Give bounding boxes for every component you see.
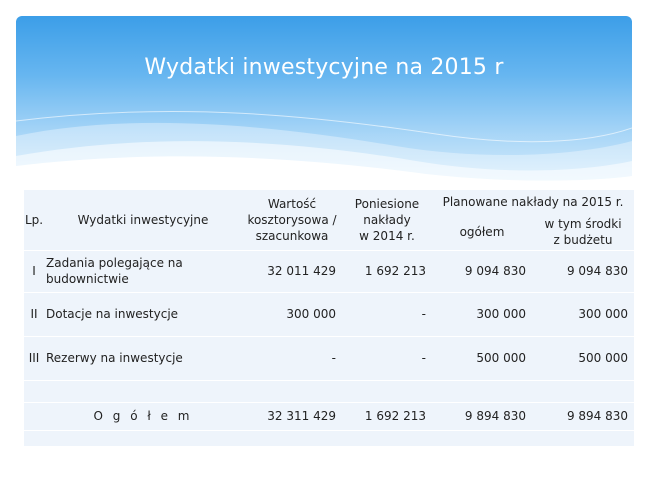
total-incurred: 1 692 213 bbox=[342, 402, 432, 430]
wave-decoration bbox=[16, 16, 632, 186]
slide-title: Wydatki inwestycyjne na 2015 r bbox=[144, 55, 504, 80]
total-budget: 9 894 830 bbox=[532, 402, 634, 430]
table-row: III Rezerwy na inwestycje - - 500 000 500 000 bbox=[24, 336, 634, 380]
header-planned: Planowane nakłady na 2015 r. bbox=[442, 195, 624, 209]
header-cost: Wartość kosztorysowa / szacunkowa bbox=[247, 196, 337, 243]
spacer-row bbox=[24, 430, 634, 444]
header-name: Wydatki inwestycyjne bbox=[77, 212, 209, 227]
spacer-row bbox=[24, 380, 634, 402]
total-label: O g ó ł e m bbox=[44, 402, 242, 430]
investment-table bbox=[24, 190, 634, 446]
table-row: II Dotacje na inwestycje 300 000 - 300 000 300 000 bbox=[24, 292, 634, 336]
header-banner bbox=[16, 16, 632, 186]
header-incurred: Poniesione nakłady w 2014 r. bbox=[354, 196, 420, 243]
total-cost: 32 311 429 bbox=[242, 402, 342, 430]
total-row bbox=[24, 402, 634, 430]
header-lp: Lp. bbox=[24, 212, 44, 227]
header-planned-budget: w tym środki z budżetu bbox=[544, 216, 622, 247]
header-planned-total: ogółem bbox=[459, 224, 505, 239]
total-planned: 9 894 830 bbox=[432, 402, 532, 430]
table-row: I Zadania polegające na budownictwie 32 011 429 1 692 213 9 094 830 9 094 830 bbox=[24, 250, 634, 292]
